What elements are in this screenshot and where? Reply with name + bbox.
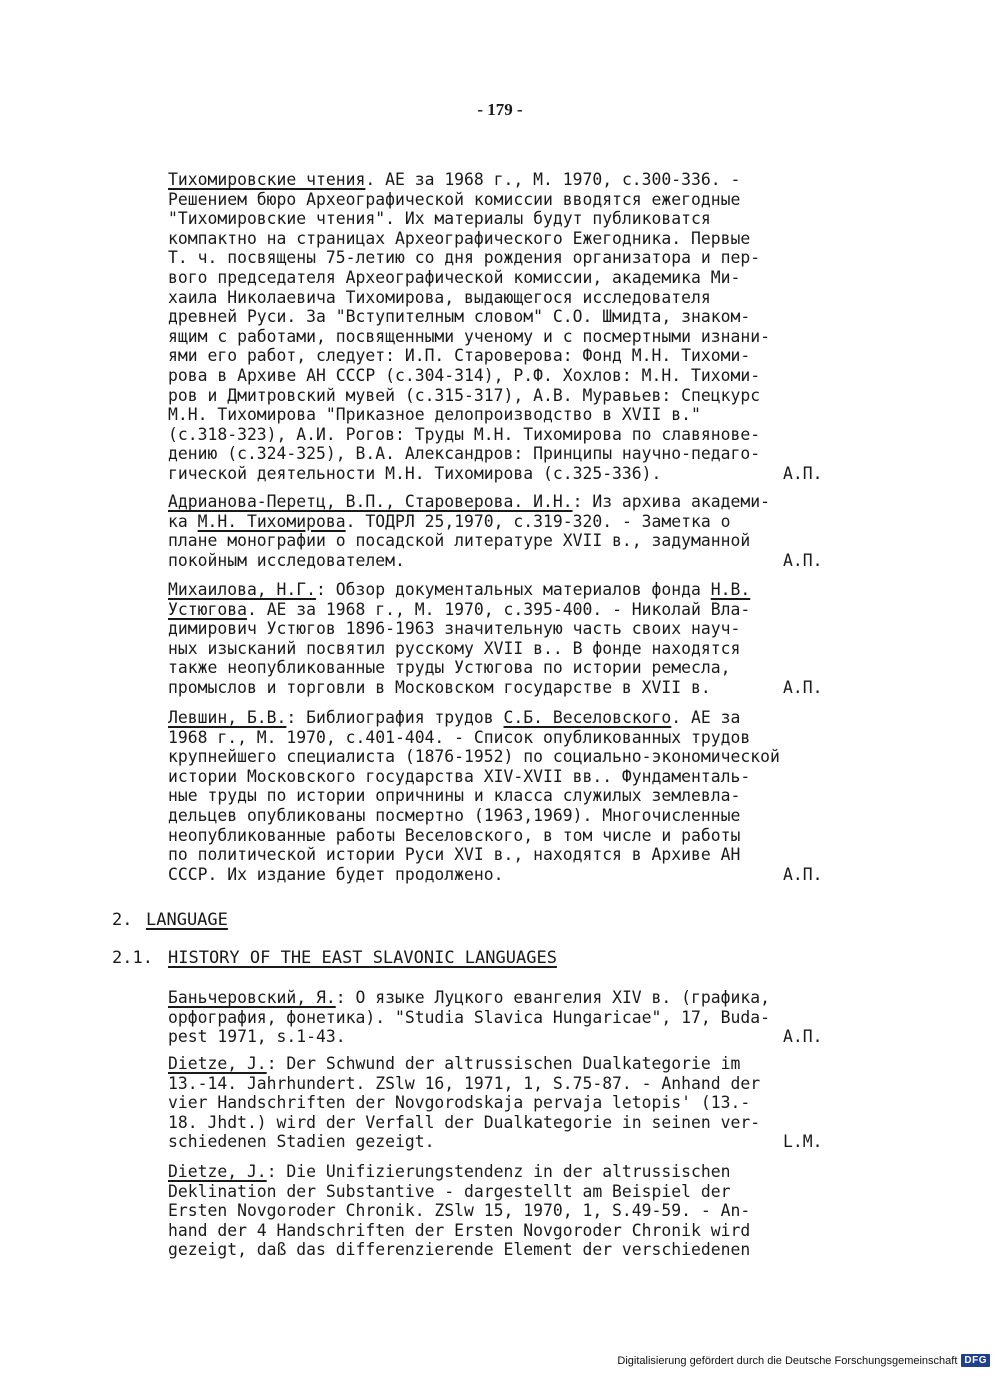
reviewer-initials: А.П. <box>783 1027 823 1047</box>
text-segment: покойным исследователем. <box>168 550 405 570</box>
author-or-title-underlined: Тихомировские чтения <box>168 170 366 189</box>
section-number: 2. <box>112 910 133 930</box>
text-segment: древней Руси. За "Вступителным словом" С.О. Шмидта, знаком- <box>168 307 751 327</box>
entry-line <box>168 386 863 406</box>
entry-line <box>168 1240 863 1260</box>
text-segment: 13.-14. Jahrhundert. ZSlw 16, 1971, 1, S.75-87. - Anhand der <box>168 1073 761 1093</box>
text-segment: промыслов и торговли в Московском государстве в XVII в. <box>168 677 711 697</box>
text-segment: 1968 г., М. 1970, с.401-404. - Список опубликованных трудов <box>168 727 751 747</box>
text-segment: хаила Николаевича Тихомирова, выдающегося исследователя <box>168 287 711 307</box>
entry-line <box>168 1162 863 1182</box>
text-segment: ров и Дмитровский мувей (с.315-317), А.В. Муравьев: Спецкурс <box>168 385 761 405</box>
text-segment: (с.318-323), А.И. Рогов: Труды М.Н. Тихомирова по славянове- <box>168 424 761 444</box>
entry-line <box>168 512 863 532</box>
text-segment: schiedenen Stadien gezeigt. <box>168 1132 435 1152</box>
bibliography-entry <box>168 988 863 1047</box>
text-segment: ящим с работами, посвященными ученому и с посмертными изнани- <box>168 326 770 346</box>
text-segment: . АЕ за 1968 г., М. 1970, с.300-336. - <box>365 170 741 189</box>
text-segment: рова в Архиве АН СССР (с.304-314), Р.Ф. Хохлов: М.Н. Тихоми- <box>168 365 761 385</box>
text-segment: gezeigt, daß das differenzierende Element der verschiedenen <box>168 1240 751 1260</box>
text-segment: орфография, фонетика). "Studia Slavica Hungaricae", 17, Buda- <box>168 1007 770 1027</box>
author-or-title-underlined: Dietze, J. <box>168 1162 267 1181</box>
entry-line <box>168 346 863 366</box>
text-segment: истории Московского государства XIV-XVII вв.. Фундаменталь- <box>168 766 751 786</box>
author-or-title-underlined: Устюгова <box>168 599 247 619</box>
entry-line <box>168 708 863 728</box>
entry-line <box>168 678 863 698</box>
entry-line <box>168 1221 863 1241</box>
text-segment: дельцев опубликованы посмертно (1963,1969). Многочисленные <box>168 805 741 825</box>
reviewer-initials: А.П. <box>783 677 823 697</box>
entry-line <box>168 600 863 620</box>
text-segment: ями его работ, следует: И.П. Староверова: Фонд М.Н. Тихоми- <box>168 346 751 366</box>
section-title: LANGUAGE <box>146 910 228 930</box>
bibliography-entry <box>168 492 863 570</box>
text-segment: . АЕ за <box>671 708 741 727</box>
page-number: - 179 - <box>477 100 523 119</box>
text-segment: ка <box>168 511 198 531</box>
entry-line <box>168 268 863 288</box>
reviewer-initials: А.П. <box>783 864 823 884</box>
section-title: HISTORY OF THE EAST SLAVONIC LANGUAGES <box>168 948 557 968</box>
text-segment: крупнейшего специалиста (1876-1952) по социально-экономической <box>168 747 780 767</box>
entry-line <box>168 190 863 210</box>
author-or-title-underlined: Михаилова, Н.Г. <box>168 580 317 599</box>
text-segment: димирович Устюгов 1896-1963 значительную часть своих науч- <box>168 619 741 639</box>
reviewer-initials: А.П. <box>783 463 823 483</box>
entry-line <box>168 639 863 659</box>
entry-line <box>168 1093 863 1113</box>
text-segment: . ТОДРЛ 25,1970, с.319-320. - Заметка о <box>345 511 731 531</box>
text-segment: также неопубликованные труды Устюгова по истории ремесла, <box>168 658 731 678</box>
text-segment: 18. Jhdt.) wird der Verfall der Dualkategorie in seinen ver- <box>168 1112 761 1132</box>
entry-line <box>168 619 863 639</box>
author-or-title-underlined: Левшин, Б.В. <box>168 708 287 727</box>
entry-line <box>168 444 863 464</box>
text-segment: Deklination der Substantive - dargestellt am Beispiel der <box>168 1181 731 1201</box>
section-number: 2.1. <box>112 948 153 968</box>
bibliography-entry <box>168 170 863 484</box>
entry-line <box>168 1027 863 1047</box>
entry-line <box>168 988 863 1008</box>
text-segment: : О языке Луцкого евангелия XIV в. (графика, <box>335 988 770 1007</box>
text-segment: hand der 4 Handschriften der Ersten Novgoroder Chronik wird <box>168 1220 751 1240</box>
entry-line <box>168 865 863 885</box>
text-segment: "Тихомировские чтения". Их материалы будут публиковатся <box>168 209 711 229</box>
entry-line <box>168 658 863 678</box>
text-segment: плане монографии о посадской литературе XVII в., задуманной <box>168 531 751 551</box>
author-or-title-underlined: Dietze, J. <box>168 1054 267 1073</box>
reviewer-initials: А.П. <box>783 550 823 570</box>
author-or-title-underlined: Н.В. <box>710 580 751 599</box>
text-segment: вого председателя Археографической комиссии, академика Ми- <box>168 267 741 287</box>
entry-line <box>168 492 863 512</box>
text-segment: Ersten Novgoroder Chronik. ZSlw 15, 1970, 1, S.49-59. - An- <box>168 1201 751 1221</box>
text-segment: ные труды по истории опричнины и класса служилых землевла- <box>168 786 741 806</box>
entry-line <box>168 1054 863 1074</box>
text-segment: гической деятельности М.Н. Тихомирова (с.325-336). <box>168 463 662 483</box>
text-segment: неопубликованные работы Веселовского, в том числе и работы <box>168 825 741 845</box>
entry-line <box>168 405 863 425</box>
entry-line <box>168 767 863 787</box>
entry-line <box>168 464 863 484</box>
entry-line <box>168 1182 863 1202</box>
entry-line <box>168 786 863 806</box>
text-segment: Решением бюро Археографической комиссии вводятся ежегодные <box>168 189 741 209</box>
entry-line <box>168 327 863 347</box>
text-segment: : Из архива академи- <box>572 492 770 511</box>
author-or-title-underlined: Адрианова-Перетц, В.П., Староверова. И.Н. <box>168 492 573 511</box>
text-segment: по политической истории Руси XVI в., находятся в Архиве АН <box>168 845 741 865</box>
section-heading-language <box>112 910 228 930</box>
entry-line <box>168 1074 863 1094</box>
entry-line <box>168 531 863 551</box>
text-segment: vier Handschriften der Novgorodskaja pervaja letopis' (13.- <box>168 1093 751 1113</box>
bibliography-entry <box>168 1054 863 1152</box>
entry-line <box>168 170 863 190</box>
text-segment: : Der Schwund der altrussischen Dualkategorie im <box>266 1054 741 1073</box>
text-segment: Т. ч. посвящены 75-летию со дня рождения организатора и пер- <box>168 248 761 268</box>
entry-line <box>168 551 863 571</box>
text-segment: М.Н. Тихомирова "Приказное делопроизводство в XVII в." <box>168 405 701 425</box>
text-segment: pest 1971, s.1-43. <box>168 1027 346 1047</box>
bibliography-entry <box>168 580 863 698</box>
text-segment: : Обзор документальных материалов фонда <box>316 580 711 599</box>
entry-line <box>168 248 863 268</box>
reviewer-initials: L.M. <box>783 1132 823 1152</box>
entry-line <box>168 747 863 767</box>
text-segment: компактно на страницах Археографического Ежегодника. Первые <box>168 228 751 248</box>
entry-line <box>168 845 863 865</box>
footer <box>617 1354 990 1367</box>
entry-line <box>168 209 863 229</box>
entry-line <box>168 1008 863 1028</box>
text-segment: : Die Unifizierungstendenz in der altrussischen <box>266 1162 731 1181</box>
entry-line <box>168 1201 863 1221</box>
text-segment: . АЕ за 1968 г., М. 1970, с.395-400. - Николай Вла- <box>246 599 751 619</box>
footer-text: Digitalisierung gefördert durch die Deutsche Forschungsgemeinschaft <box>617 1354 958 1367</box>
section-heading-east-slavonic <box>112 948 557 968</box>
entry-line <box>168 366 863 386</box>
entry-line <box>168 1113 863 1133</box>
entry-line <box>168 229 863 249</box>
text-segment: ных изысканий посвятил русскому XVII в.. В фонде находятся <box>168 638 741 658</box>
entry-line <box>168 1132 863 1152</box>
text-segment: дению (с.324-325), В.А. Александров: Принципы научно-педаго- <box>168 444 761 464</box>
bibliography-entry <box>168 1162 863 1260</box>
entry-line <box>168 307 863 327</box>
text-segment: СССР. Их издание будет продолжено. <box>168 864 504 884</box>
entry-line <box>168 806 863 826</box>
author-or-title-underlined: М.Н. Тихомирова <box>197 511 346 531</box>
entry-line <box>168 826 863 846</box>
entry-line <box>168 580 863 600</box>
dfg-logo-icon: DFG <box>961 1354 990 1367</box>
entry-line <box>168 728 863 748</box>
entry-line <box>168 288 863 308</box>
bibliography-entry <box>168 708 863 884</box>
author-or-title-underlined: С.Б. Веселовского <box>503 708 672 727</box>
text-segment: : Библиография трудов <box>286 708 504 727</box>
entry-line <box>168 425 863 445</box>
author-or-title-underlined: Баньчеровский, Я. <box>168 988 336 1007</box>
